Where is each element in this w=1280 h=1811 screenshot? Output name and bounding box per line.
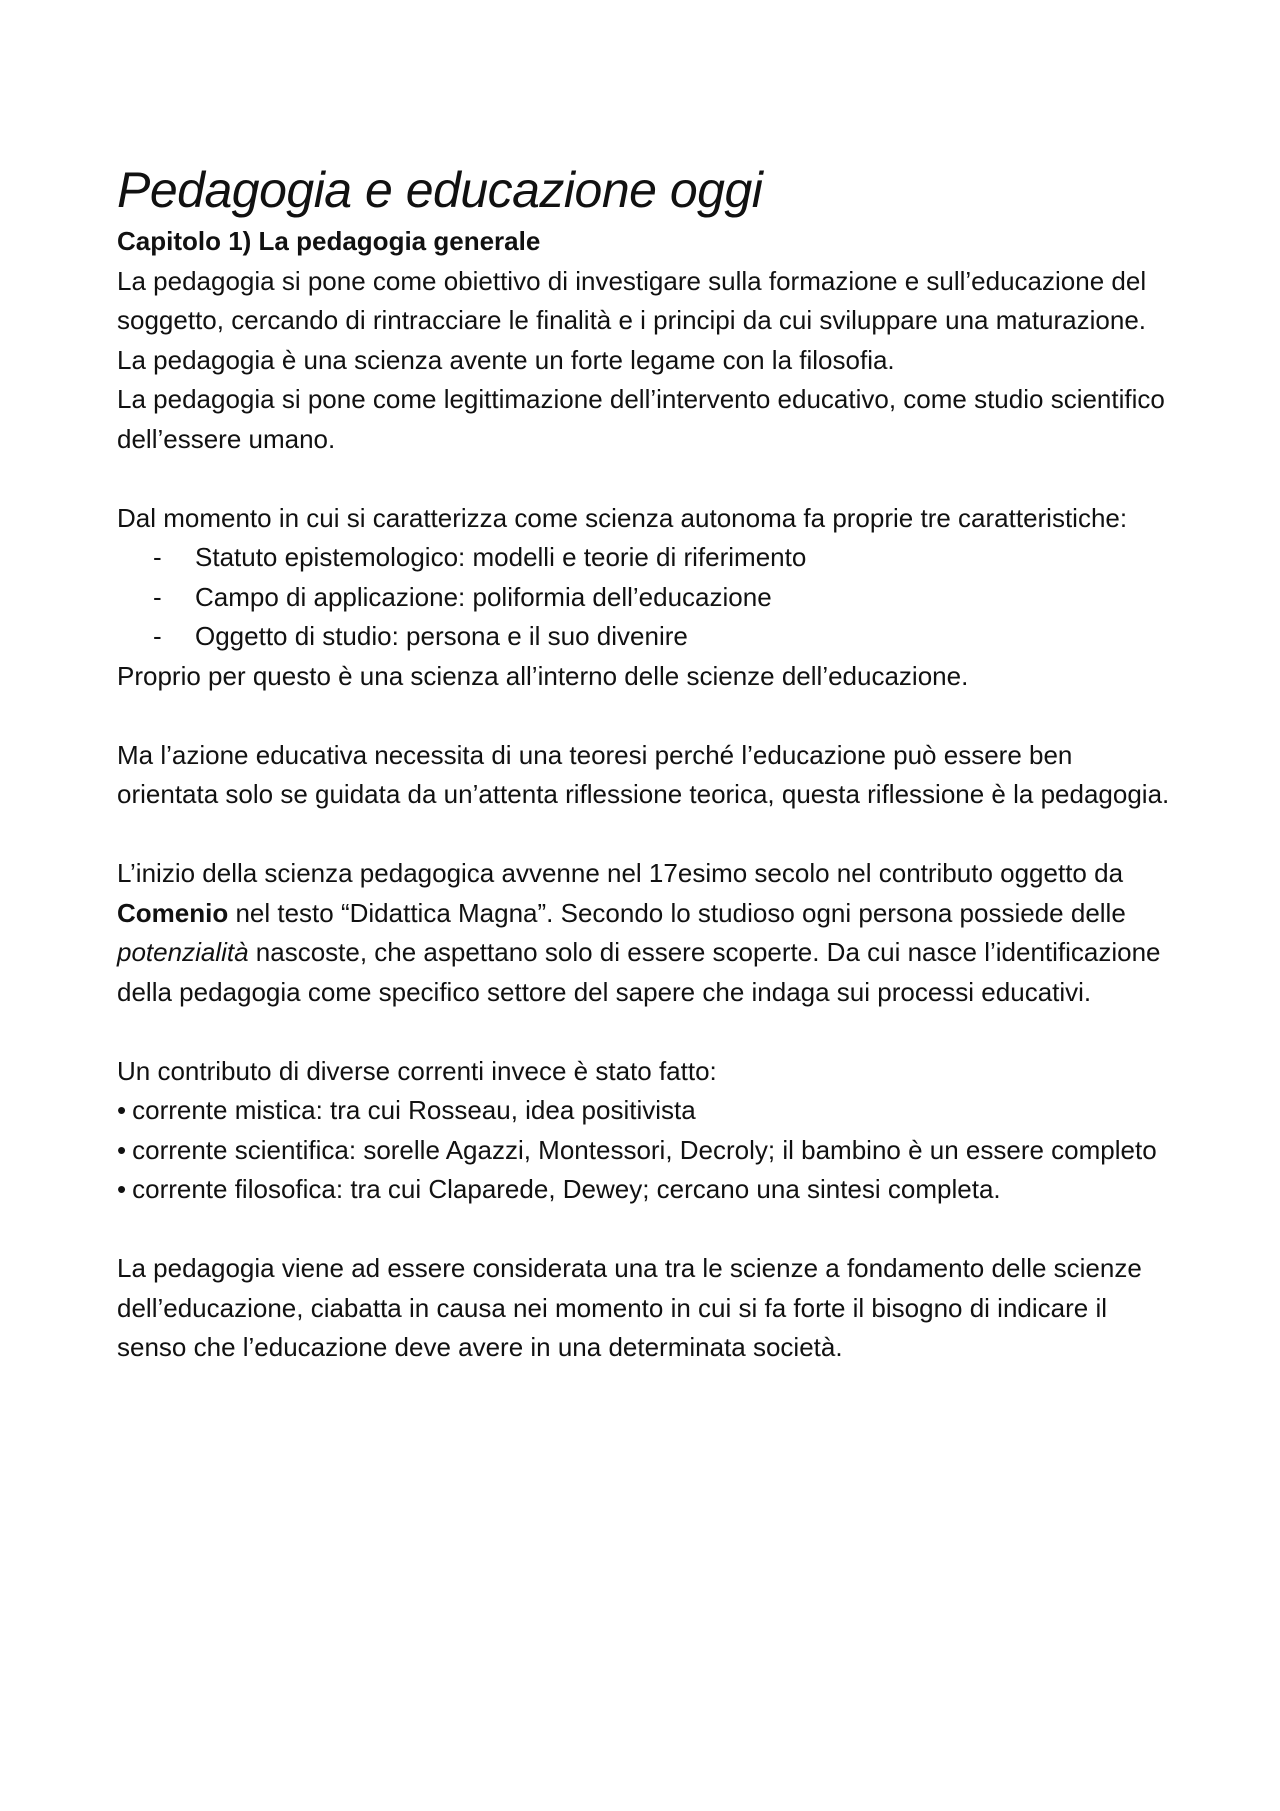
- teoresi-paragraph: Ma l’azione educativa necessita di una teoresi perché l’educazione può essere ben orientata solo se guidata da un’attenta riflessione teorica, questa riflessione è la pedagogia.: [117, 739, 1170, 809]
- intro-paragraph-2: La pedagogia è una scienza avente un forte legame con la filosofia.: [117, 344, 895, 375]
- autonomy-lead: Dal momento in cui si caratterizza come scienza autonoma fa proprie tre caratteristiche:: [117, 502, 1128, 533]
- currents-list: [117, 1091, 1177, 1210]
- comenio-text-2: nel testo “Didattica Magna”. Secondo lo studioso ogni persona possiede delle: [228, 897, 1126, 928]
- list-item: [117, 1091, 1177, 1131]
- paragraph-spacer: [117, 459, 1177, 499]
- bullet-marker: •: [117, 1134, 127, 1165]
- comenio-name: Comenio: [117, 897, 229, 928]
- dash-marker: -: [153, 621, 162, 651]
- list-item-text: Oggetto di studio: persona e il suo divenire: [195, 621, 688, 651]
- list-item: [117, 1131, 1177, 1171]
- bullet-marker: •: [117, 1095, 127, 1125]
- potenzialita-keyword: potenzialità: [117, 937, 249, 967]
- intro-paragraph-1: La pedagogia si pone come obiettivo di investigare sulla formazione e sull’educazione del soggetto, cercando di rintracciare le finalità e i principi da cui sviluppare una maturazione.: [117, 265, 1147, 335]
- comenio-paragraph: [117, 854, 1177, 1012]
- list-item-text: Statuto epistemologico: modelli e teorie di riferimento: [195, 542, 807, 572]
- comenio-text-1: L’inizio della scienza pedagogica avvenne nel 17esimo secolo nel contributo oggetto da: [117, 858, 1124, 888]
- list-item: [153, 617, 1177, 657]
- autonomy-closing: Proprio per questo è una scienza all’interno delle scienze dell’educazione.: [117, 660, 969, 691]
- document-title: Pedagogia e educazione oggi: [117, 162, 763, 218]
- paragraph-spacer: [117, 1210, 1177, 1250]
- characteristics-list: [117, 538, 1177, 657]
- conclusion-paragraph: La pedagogia viene ad essere considerata una tra le scienze a fondamento delle scienze dell’educazione, ciabatta in causa nei momento in cui si fa forte il bisogno di indicare il senso che l’educazione deve avere in una determinata società.: [117, 1253, 1142, 1362]
- dash-marker: -: [153, 542, 162, 572]
- document-page: [117, 160, 1177, 1368]
- list-item: [153, 578, 1177, 618]
- list-item-text: Campo di applicazione: poliformia dell’educazione: [195, 581, 772, 612]
- chapter-heading: Capitolo 1) La pedagogia generale: [117, 226, 541, 256]
- list-item-text: corrente filosofica: tra cui Claparede, Dewey; cercano una sintesi completa.: [132, 1174, 1001, 1204]
- bullet-marker: •: [117, 1174, 127, 1204]
- list-item: [117, 1170, 1177, 1210]
- paragraph-spacer: [117, 1012, 1177, 1052]
- list-item-text: corrente scientifica: sorelle Agazzi, Montessori, Decroly; il bambino è un essere completo: [132, 1134, 1157, 1165]
- list-item: [153, 538, 1177, 578]
- comenio-text-3: nascoste, che aspettano solo di essere scoperte. Da cui nasce l’identificazione della pedagogia come specifico settore del sapere che indaga sui processi educativi.: [117, 937, 1161, 1007]
- paragraph-spacer: [117, 815, 1177, 855]
- intro-paragraph-3: La pedagogia si pone come legittimazione dell’intervento educativo, come studio scientifico dell’essere umano.: [117, 384, 1165, 454]
- currents-lead: Un contributo di diverse correnti invece è stato fatto:: [117, 1055, 717, 1086]
- list-item-text: corrente mistica: tra cui Rosseau, idea positivista: [132, 1095, 696, 1125]
- paragraph-spacer: [117, 696, 1177, 736]
- dash-marker: -: [153, 581, 162, 612]
